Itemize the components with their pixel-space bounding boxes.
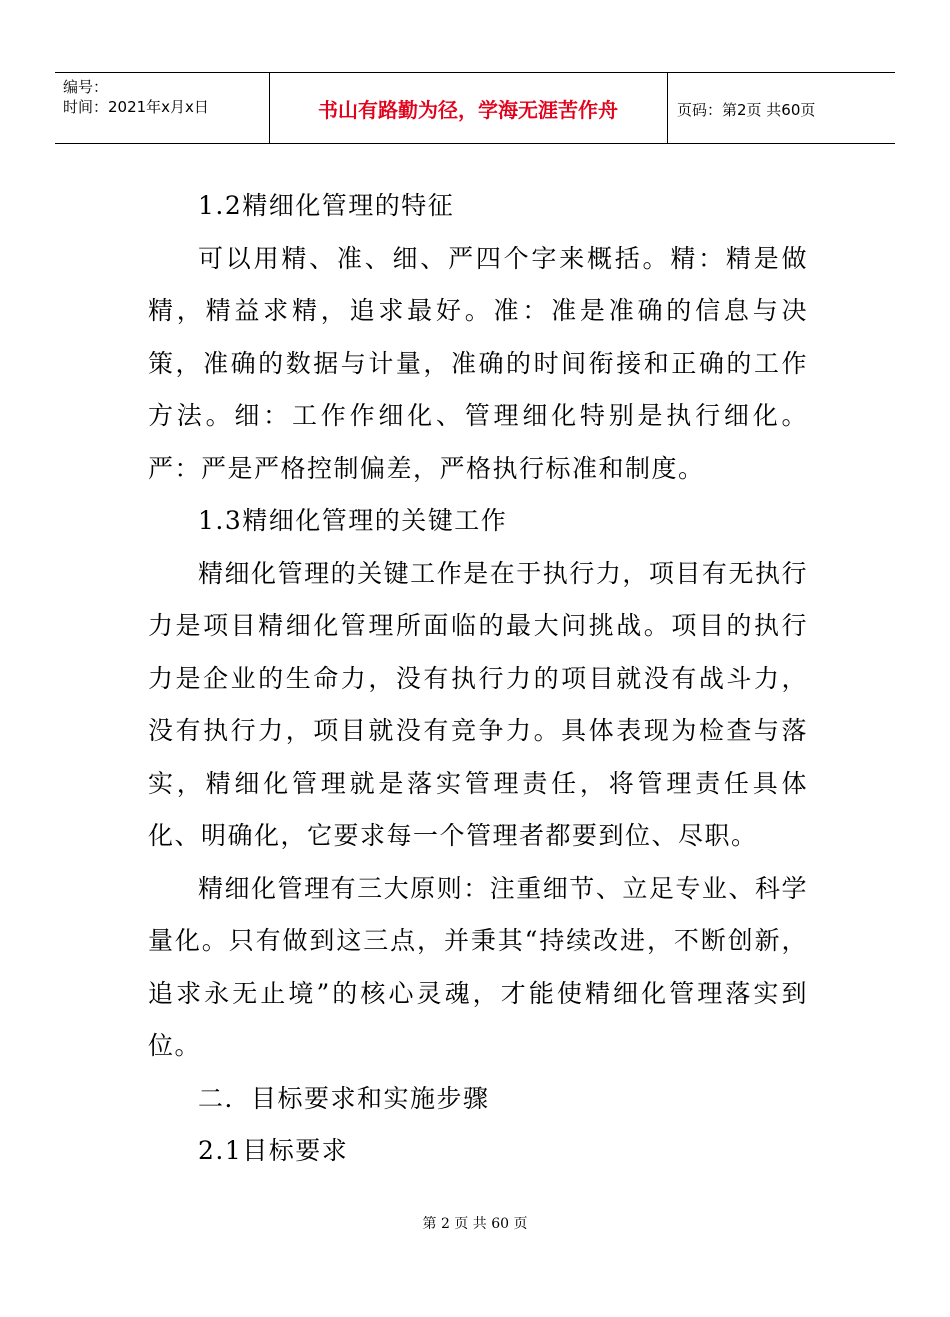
page-header bbox=[55, 72, 895, 144]
section-heading-2: 二．目标要求和实施步骤 bbox=[198, 1083, 490, 1113]
document-number-label: 编号： bbox=[63, 78, 109, 96]
section-heading-1-3: 1.3精细化管理的关键工作 bbox=[198, 506, 508, 535]
section-heading-2-1: 2.1目标要求 bbox=[198, 1136, 349, 1165]
body-paragraph: 可以用精、准、细、严四个字来概括。精：精是做精，精益求精，追求最好。准：准是准确的信息与决策，准确的数据与计量，准确的时间衔接和正确的工作方法。细：工作作细化、管理细化特别是执行细化。严：严是严格控制偏差，严格执行标准和制度。 bbox=[148, 243, 808, 483]
header-motto: 书山有路勤为径，学海无涯苦作舟 bbox=[318, 98, 618, 122]
page-footer: 第 2 页 共 60 页 bbox=[422, 1216, 528, 1232]
header-divider-right bbox=[667, 73, 668, 144]
document-time-label: 时间：2021年x月x日 bbox=[63, 98, 209, 116]
body-paragraph: 精细化管理有三大原则：注重细节、立足专业、科学量化。只有做到这三点，并秉其“持续改进，不断创新，追求永无止境”的核心灵魂，才能使精细化管理落实到位。 bbox=[148, 873, 808, 1060]
header-page-number: 页码：第2页 共60页 bbox=[677, 101, 816, 119]
body-paragraph: 精细化管理的关键工作是在于执行力，项目有无执行力是项目精细化管理所面临的最大问挑战。项目的执行力是企业的生命力，没有执行力的项目就没有战斗力，没有执行力，项目就没有竞争力。具体表现为检查与落实，精细化管理就是落实管理责任，将管理责任具体化、明确化，它要求每一个管理者都要到位、尽职。 bbox=[148, 558, 808, 850]
header-meta bbox=[63, 77, 209, 117]
section-heading-1-2: 1.2精细化管理的特征 bbox=[198, 191, 455, 220]
document-body bbox=[148, 180, 808, 1178]
